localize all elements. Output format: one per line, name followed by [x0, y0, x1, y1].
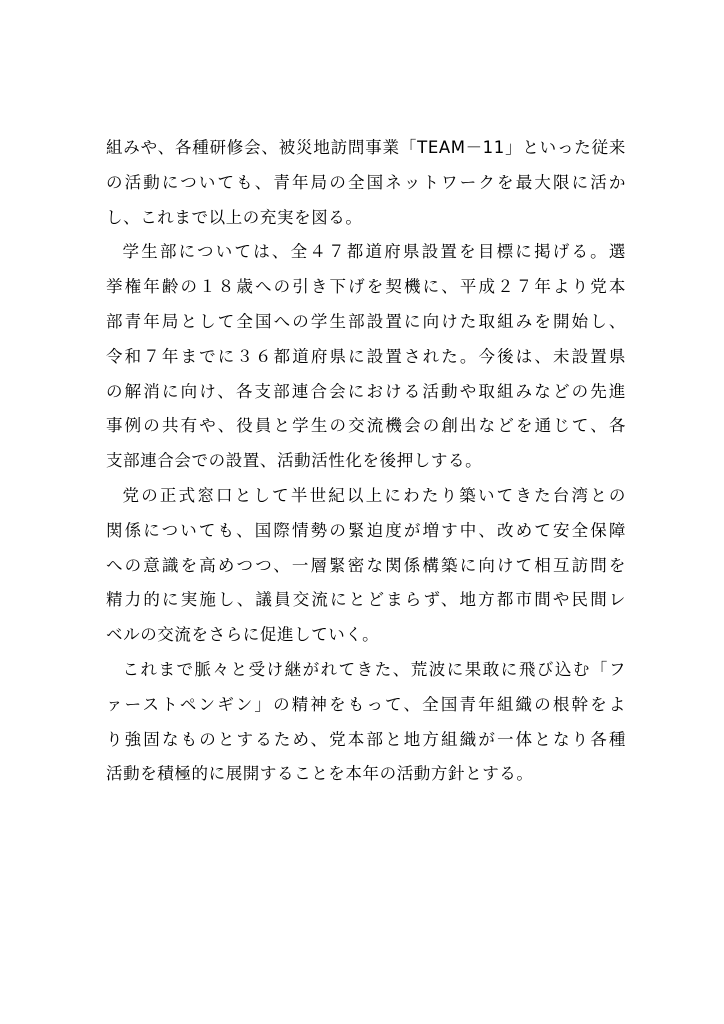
text-line: ベルの交流をさらに促進していく。 — [106, 625, 380, 645]
text-line: への意識を高めつつ、一層緊密な関係構築に向けて相互訪問を — [106, 555, 626, 575]
paragraph — [106, 235, 626, 479]
text-line: 精力的に実施し、議員交流にとどまらず、地方都市間や民間レ — [106, 590, 626, 610]
text-line: 活動を積極的に展開することを本年の活動方針とする。 — [106, 764, 534, 784]
text-line: 支部連合会での設置、活動活性化を後押しする。 — [106, 451, 483, 471]
paragraph — [106, 131, 626, 235]
text-line: 令和７年までに３６都道府県に設置された。今後は、未設置県 — [106, 346, 626, 366]
text-line: 組みや、各種研修会、被災地訪問事業「TEAM－11」といった従来 — [106, 138, 626, 157]
text-line: 学生部については、全４７都道府県設置を目標に掲げる。選 — [122, 242, 626, 262]
text-line: り強固なものとするため、党本部と地方組織が一体となり各種 — [106, 729, 626, 749]
text-line: 事例の共有や、役員と学生の交流機会の創出などを通じて、各 — [106, 416, 626, 436]
text-line: 挙権年齢の１８歳への引き下げを契機に、平成２７年より党本 — [106, 277, 626, 297]
text-line: これまで脈々と受け継がれてきた、荒波に果敢に飛び込む「フ — [122, 659, 626, 679]
body-text — [106, 131, 626, 792]
paragraph — [106, 653, 626, 792]
text-line: 党の正式窓口として半世紀以上にわたり築いてきた台湾との — [122, 485, 626, 505]
text-line: 部青年局として全国への学生部設置に向けた取組みを開始し、 — [106, 311, 626, 331]
text-line: 関係についても、国際情勢の緊迫度が増す中、改めて安全保障 — [106, 520, 626, 540]
text-line: の解消に向け、各支部連合会における活動や取組みなどの先進 — [106, 381, 626, 401]
paragraph — [106, 479, 626, 653]
text-line: し、これまで以上の充実を図る。 — [106, 207, 363, 227]
text-line: の活動についても、青年局の全国ネットワークを最大限に活か — [106, 172, 626, 192]
text-line: ァーストペンギン」の精神をもって、全国青年組織の根幹をよ — [106, 694, 626, 714]
